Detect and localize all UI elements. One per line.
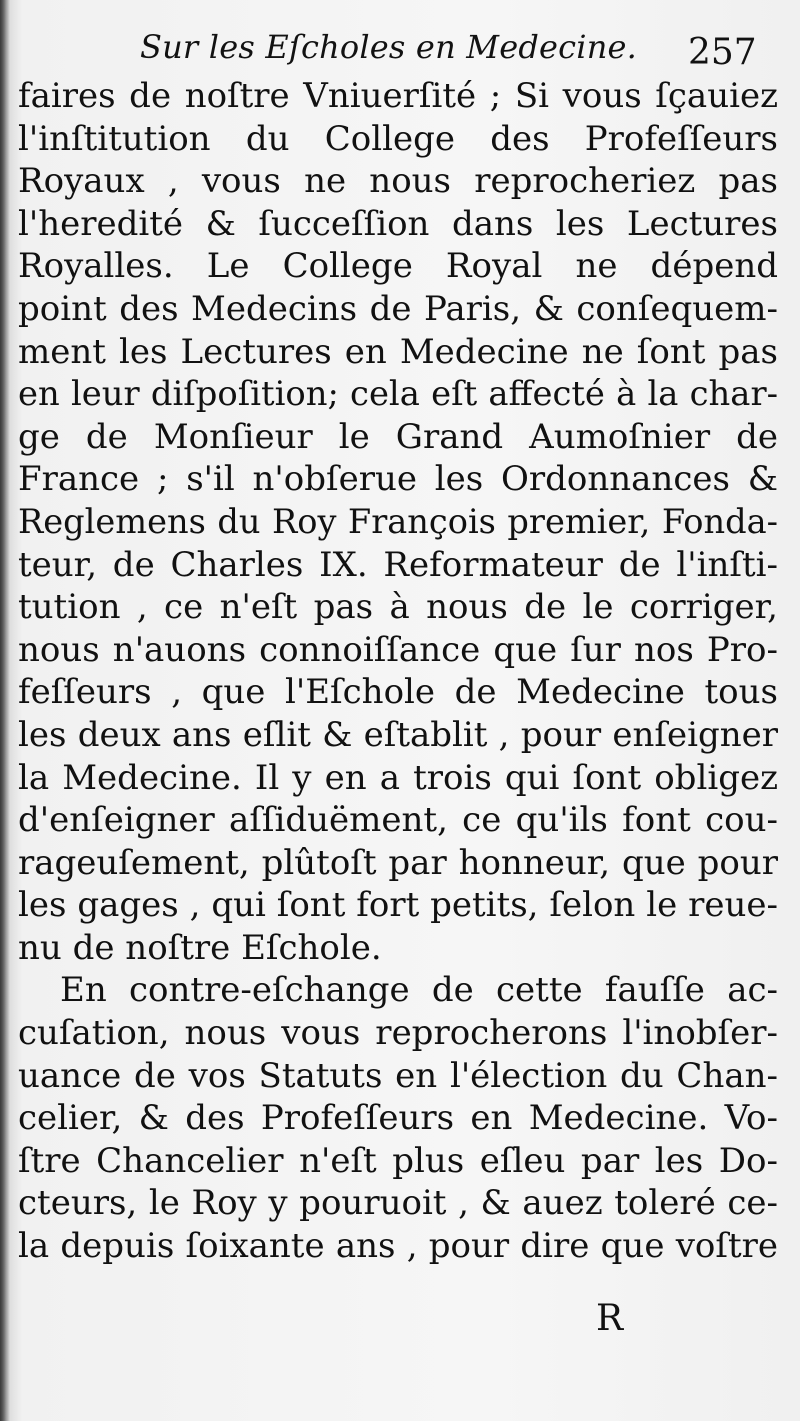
text-line: cuſation, nous vous reprocherons l'inobſer- bbox=[18, 1013, 778, 1054]
text-line: nu de noſtre Eſchole. bbox=[18, 927, 382, 968]
text-line-paragraph-start: En contre-eſchange de cette fauſſe ac- bbox=[60, 970, 778, 1011]
text-line: France ; s'il n'obſerue les Ordonnances & bbox=[18, 459, 778, 500]
text-line: l'inſtitution du College des Profeſſeurs bbox=[18, 118, 778, 159]
running-head bbox=[0, 28, 800, 76]
text-line: point des Medecins de Paris, & conſequem- bbox=[18, 288, 778, 329]
body-text bbox=[18, 75, 778, 1268]
text-line: en leur diſpoſition; cela eſt affecté à la char- bbox=[18, 374, 778, 414]
text-line: Reglemens du Roy François premier, Fonda- bbox=[18, 501, 778, 541]
text-line: d'enſeigner aſſiduëment, ce qu'ils font cou- bbox=[18, 800, 778, 841]
text-line: la depuis ſoixante ans , pour dire que voſtre bbox=[18, 1226, 778, 1267]
text-line: nous n'auons connoiſſance que ſur nos Pro- bbox=[18, 629, 778, 670]
text-line: celier, & des Profeſſeurs en Medecine. Vo- bbox=[18, 1098, 778, 1139]
page-number: 257 bbox=[688, 32, 757, 73]
text-line: teur, de Charles IX. Reformateur de l'inſti- bbox=[18, 544, 778, 585]
text-line: la Medecine. Il y en a trois qui ſont obligez bbox=[18, 757, 778, 798]
text-line: les gages , qui ſont fort petits, ſelon le reue- bbox=[18, 885, 778, 926]
text-line: Royalles. Le College Royal ne dépend bbox=[18, 246, 778, 287]
signature-mark: R bbox=[596, 1298, 624, 1339]
text-line: uance de vos Statuts en l'élection du Chan- bbox=[18, 1055, 778, 1096]
text-line: faires de noſtre Vniuerſité ; Si vous ſçauiez bbox=[18, 76, 778, 116]
text-line: cteurs, le Roy y pouruoit , & auez toleré ce- bbox=[18, 1183, 778, 1224]
text-line: ge de Monſieur le Grand Aumoſnier de bbox=[18, 416, 778, 457]
text-line: l'heredité & ſucceſſion dans les Lectures bbox=[18, 203, 778, 244]
text-line: Royaux , vous ne nous reprocheriez pas bbox=[18, 161, 778, 202]
text-line: ſtre Chancelier n'eſt plus eſleu par les Do- bbox=[18, 1140, 778, 1181]
text-line: feſſeurs , que l'Eſchole de Medecine tous bbox=[18, 672, 778, 713]
text-line: tution , ce n'eſt pas à nous de le corriger, bbox=[18, 587, 778, 628]
spine-shadow bbox=[0, 0, 10, 1421]
text-line: rageuſement, plûtoſt par honneur, que pour bbox=[18, 842, 778, 883]
text-line: les deux ans eſlit & eſtablit , pour enſeigner bbox=[18, 714, 778, 755]
text-line: ment les Lectures en Medecine ne ſont pas bbox=[18, 331, 778, 372]
running-title: Sur les Eſcholes en Medecine. bbox=[140, 28, 638, 66]
